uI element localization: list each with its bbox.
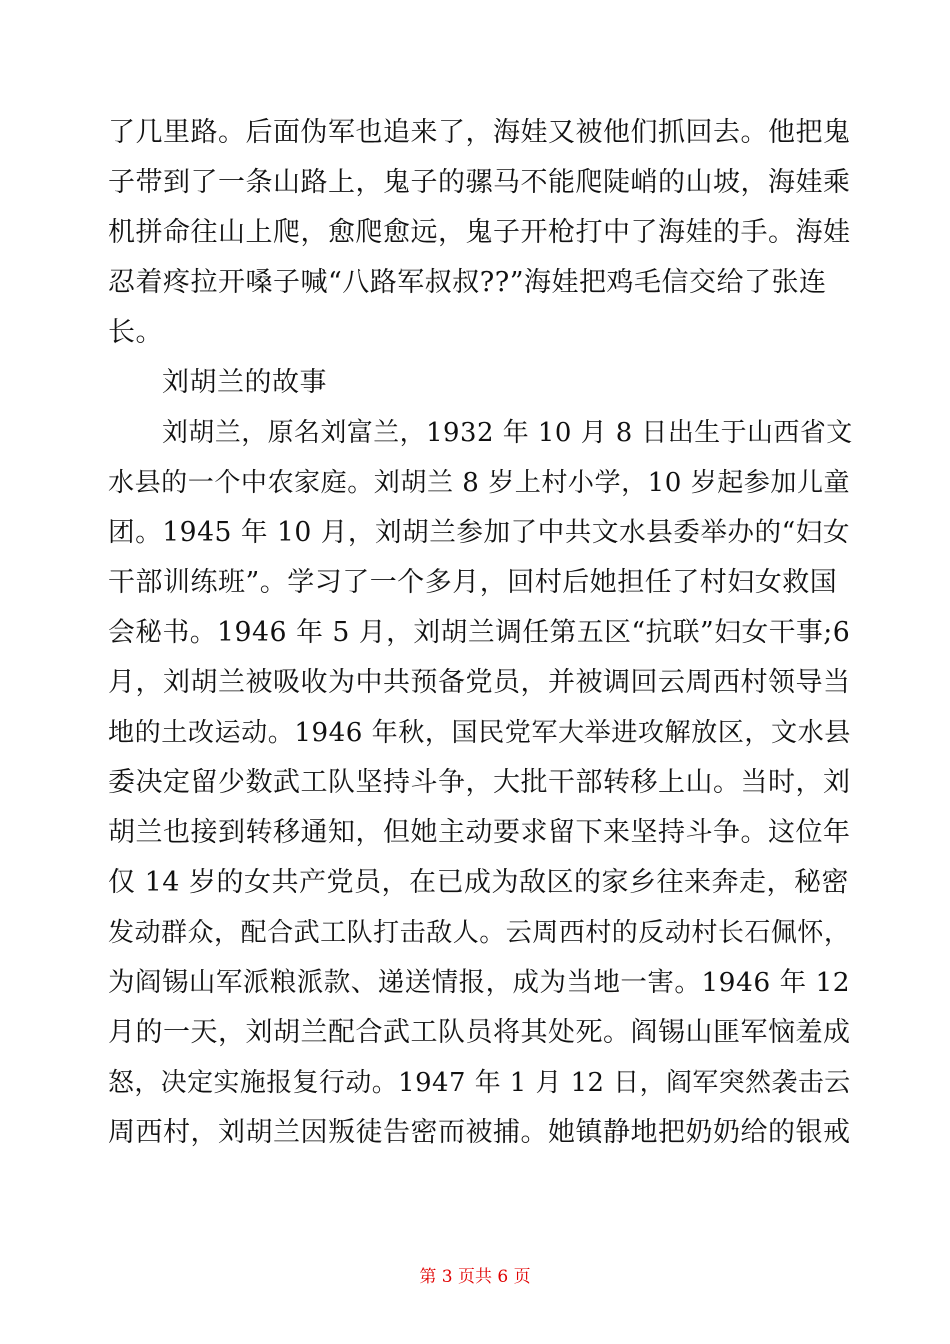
section-heading: 刘胡兰的故事 <box>162 367 327 398</box>
text-line: 机拼命往山上爬，愈爬愈远，鬼子开枪打中了海娃的手。海娃 <box>108 217 851 248</box>
text-line: 水县的一个中农家庭。刘胡兰 8 岁上村小学，10 岁起参加儿童 <box>108 468 851 498</box>
text-line: 会秘书。1946 年 5 月，刘胡兰调任第五区“抗联”妇女干事;6 <box>108 617 851 648</box>
page-number-footer: 第 3 页共 6 页 <box>419 1267 531 1287</box>
text-line: 月的一天，刘胡兰配合武工队员将其处死。阎锡山匪军恼羞成 <box>108 1017 851 1048</box>
text-line: 地的土改运动。1946 年秋，国民党军大举进攻解放区，文水县 <box>108 718 851 748</box>
text-line: 怒，决定实施报复行动。1947 年 1 月 12 日，阎军突然袭击云 <box>108 1068 851 1098</box>
text-line: 胡兰也接到转移通知，但她主动要求留下来坚持斗争。这位年 <box>108 817 851 848</box>
text-line: 忍着疼拉开嗓子喊“八路军叔叔??”海娃把鸡毛信交给了张连 <box>108 267 827 298</box>
text-line: 发动群众，配合武工队打击敌人。云周西村的反动村长石佩怀， <box>108 918 851 948</box>
text-line: 委决定留少数武工队坚持斗争，大批干部转移上山。当时，刘 <box>108 767 851 798</box>
text-line: 长。 <box>108 317 163 348</box>
text-line: 干部训练班”。学习了一个多月，回村后她担任了村妇女救国 <box>108 567 838 598</box>
text-line: 刘胡兰，原名刘富兰，1932 年 10 月 8 日出生于山西省文 <box>162 418 853 448</box>
text-line: 为阎锡山军派粮派款、递送情报，成为当地一害。1946 年 12 <box>108 967 851 998</box>
text-line: 子带到了一条山路上，鬼子的骡马不能爬陡峭的山坡，海娃乘 <box>108 167 851 198</box>
text-line: 仅 14 岁的女共产党员，在已成为敌区的家乡往来奔走，秘密 <box>108 867 850 898</box>
text-line: 了几里路。后面伪军也追来了，海娃又被他们抓回去。他把鬼 <box>108 117 851 148</box>
document-body <box>108 108 856 1158</box>
text-line: 团。1945 年 10 月，刘胡兰参加了中共文水县委举办的“妇女 <box>108 517 850 548</box>
text-line: 月，刘胡兰被吸收为中共预备党员，并被调回云周西村领导当 <box>108 667 851 698</box>
text-line: 周西村，刘胡兰因叛徒告密而被捕。她镇静地把奶奶给的银戒 <box>108 1117 851 1148</box>
